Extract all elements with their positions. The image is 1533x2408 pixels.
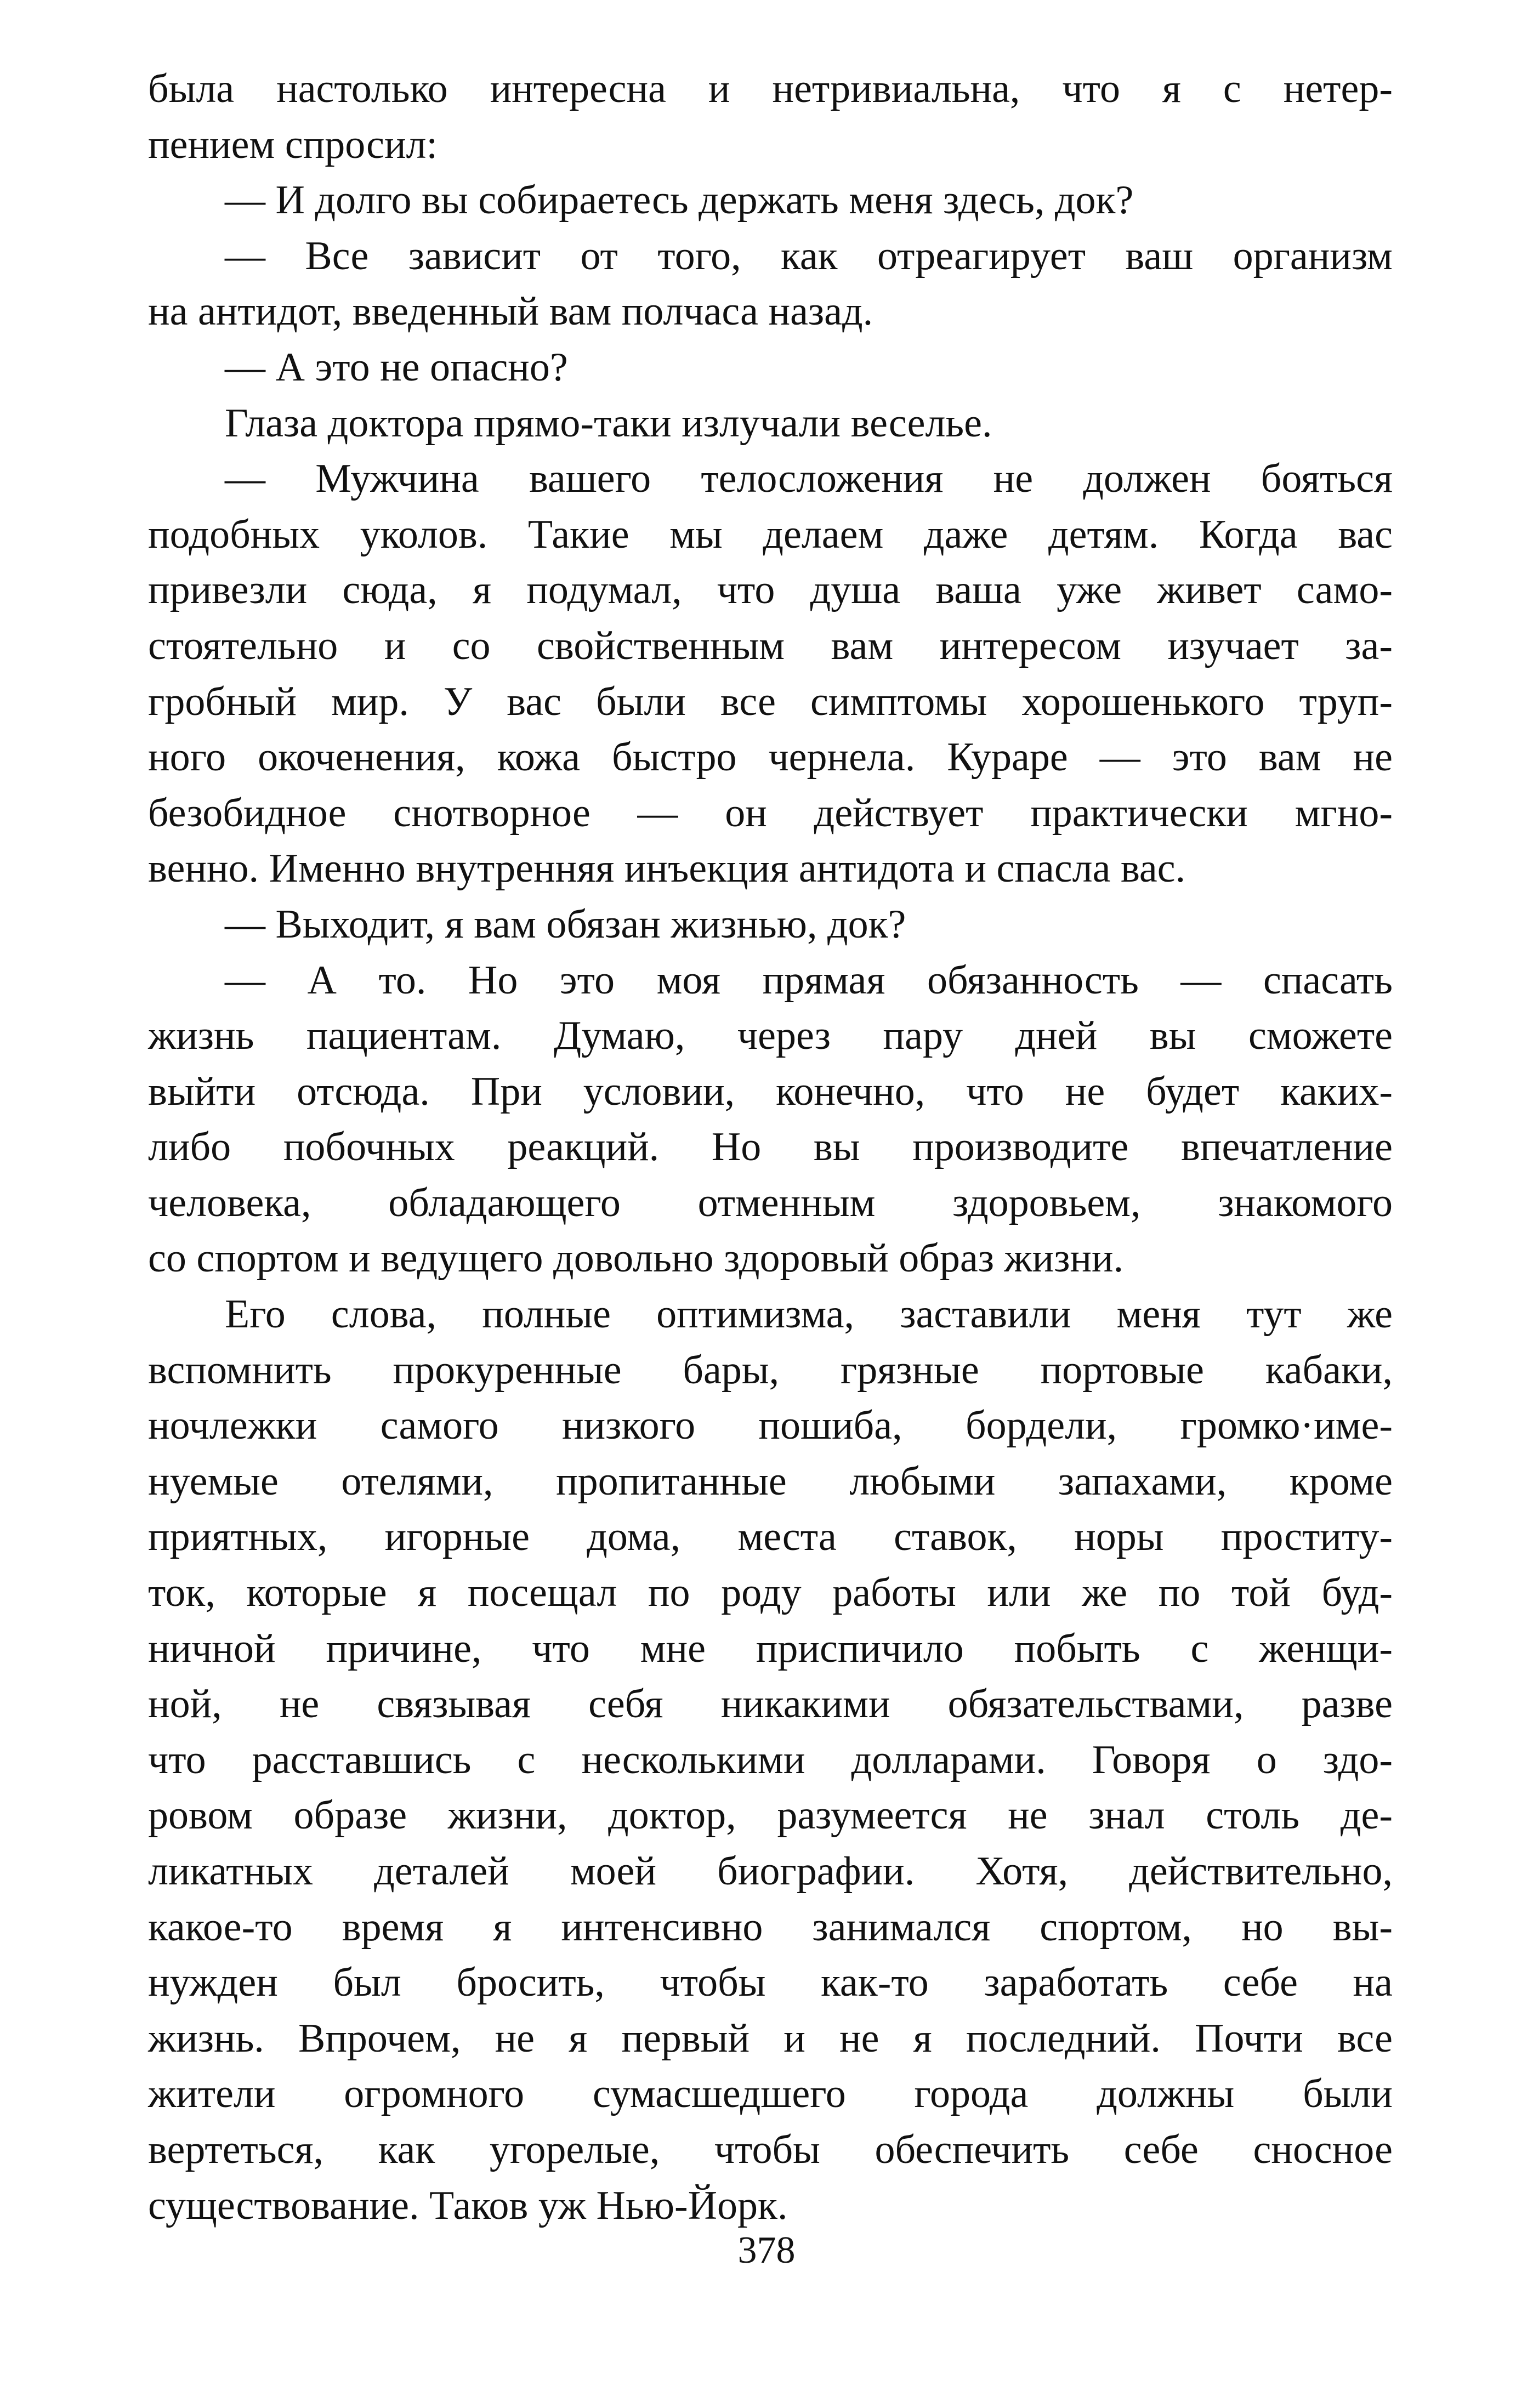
text-line: — Мужчина вашего телосложения не должен бояться [225,456,1393,502]
text-line: ток, которые я посещал по роду работы или же по той буд- [148,1570,1393,1616]
text-line: — Выходит, я вам обязан жизнью, док? [225,901,906,947]
text-line: ной, не связывая себя никакими обязательствами, разве [148,1682,1393,1727]
text-line: пением спросил: [148,122,438,167]
text-line: ничной причине, что мне приспичило побыть с женщи- [148,1626,1393,1671]
text-line: Его слова, полные оптимизма, заставили меня тут же [225,1292,1393,1337]
text-line: нуемые отелями, пропитанные любыми запахами, кроме [148,1458,1393,1504]
text-line: вертеться, как угорелые, чтобы обеспечить себе сносное [148,2127,1393,2172]
text-line: либо побочных реакций. Но вы производите впечатление [148,1125,1393,1170]
text-line: Глаза доктора прямо-таки излучали веселье. [225,400,992,446]
text-line: что расставшись с несколькими долларами. Говоря о здо- [148,1737,1393,1782]
text-line: ровом образе жизни, доктор, разумеется не знал столь де- [148,1793,1393,1838]
text-line: ного окоченения, кожа быстро чернела. Кураре — это вам не [148,735,1393,780]
text-line: — Все зависит от того, как отреагирует ваш организм [225,233,1393,279]
text-line: на антидот, введенный вам полчаса назад. [148,289,873,334]
text-line: стоятельно и со свойственным вам интересом изучает за- [148,623,1393,668]
text-line: — И долго вы собираетесь держать меня здесь, док? [225,178,1134,223]
text-line: жизнь. Впрочем, не я первый и не я последний. Почти все [148,2015,1393,2061]
text-line: какое-то время я интенсивно занимался спортом, но вы- [148,1904,1393,1950]
text-line: гробный мир. У вас были все симптомы хорошенького труп- [148,679,1393,724]
text-line: жизнь пациентам. Думаю, через пару дней вы сможете [148,1013,1393,1059]
text-line: ликатных деталей моей биографии. Хотя, действительно, [148,1849,1393,1894]
text-line: жители огромного сумасшедшего города должны были [148,2071,1393,2117]
text-line: — А это не опасно? [225,344,568,390]
text-line: венно. Именно внутренняя инъекция антидота и спасла вас. [148,846,1186,891]
text-line: нужден был бросить, чтобы как-то заработать себе на [148,1960,1393,2006]
text-line: безобидное снотворное — он действует практически мгно- [148,790,1393,836]
text-line: привезли сюда, я подумал, что душа ваша уже живет само- [148,567,1393,613]
text-line: вспомнить прокуренные бары, грязные портовые кабаки, [148,1347,1393,1393]
text-line: ночлежки самого низкого пошиба, бордели, громко·име- [148,1403,1393,1449]
text-line: — А то. Но это моя прямая обязанность — спасать [225,957,1393,1003]
text-line: со спортом и ведущего довольно здоровый образ жизни. [148,1236,1124,1281]
text-line: приятных, игорные дома, места ставок, норы проститу- [148,1514,1393,1560]
text-line: человека, обладающего отменным здоровьем, знакомого [148,1180,1393,1225]
text-line: существование. Таков уж Нью-Йорк. [148,2183,788,2228]
page-number: 378 [737,2229,796,2271]
text-line: была настолько интересна и нетривиальна, что я с нетер- [148,66,1393,111]
text-line: подобных уколов. Такие мы делаем даже детям. Когда вас [148,512,1393,557]
text-line: выйти отсюда. При условии, конечно, что не будет каких- [148,1069,1393,1114]
body-text [148,61,1393,2234]
